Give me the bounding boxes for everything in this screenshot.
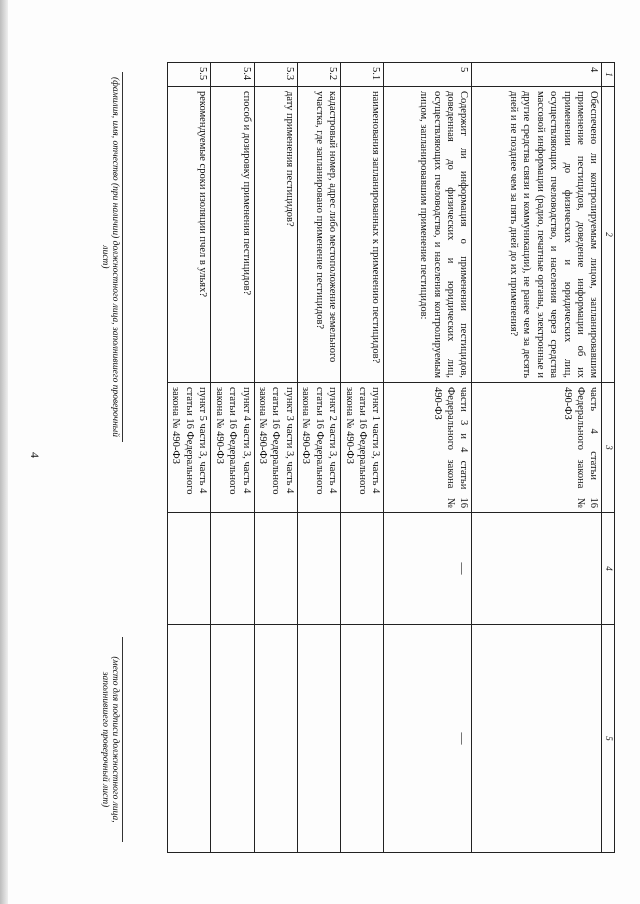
table-row (472, 63, 602, 853)
table-header-row (602, 63, 615, 853)
row-number: 5.2 (297, 63, 340, 87)
header-cell: 4 (602, 513, 615, 625)
note-cell[interactable] (341, 625, 384, 853)
legal-reference: пункт 2 части 3, часть 4 статьи 16 Федерального закона № 490-ФЗ (297, 383, 340, 513)
note-cell (384, 625, 472, 853)
header-cell: 1 (602, 63, 615, 87)
question-text: наименования запланированных к применению пестицидов? (341, 87, 384, 383)
scan-edge (0, 0, 8, 904)
legal-reference: часть 4 статьи 16 Федерального закона № 490-ФЗ (472, 383, 602, 513)
table-row (211, 63, 254, 853)
answer-cell[interactable] (211, 513, 254, 625)
answer-cell (384, 513, 472, 625)
table-row (254, 63, 297, 853)
question-text: дату применения пестицидов? (254, 87, 297, 383)
signature-line-name (122, 72, 123, 442)
answer-cell[interactable] (167, 513, 210, 625)
row-number: 5.3 (254, 63, 297, 87)
rotated-checklist (40, 62, 620, 852)
row-number: 5.5 (167, 63, 210, 87)
table-row (341, 63, 384, 853)
note-cell[interactable] (167, 625, 210, 853)
note-cell[interactable] (211, 625, 254, 853)
signature-caption-name: (фамилия, имя, отчество (при наличии) должностного лица, заполнившего проверочный лист) (100, 77, 120, 437)
row-number: 5.4 (211, 63, 254, 87)
header-cell: 5 (602, 625, 615, 853)
answer-cell[interactable] (254, 513, 297, 625)
question-text: Обеспечено ли контролируемым лицом, запланировавшим применение пестицидов, доведение информации об их применении до физических и юридических лиц, осуществляющих пчеловодство, и населения через средства массовой информации (радио, печатные органы, электронные и другие средства связи и коммуникации), не ранее чем за десять дней и не позднее чем за пять дней до их применения? (472, 87, 602, 383)
checklist-table (167, 62, 615, 853)
note-cell[interactable] (472, 625, 602, 853)
table-row (384, 63, 472, 853)
legal-reference: пункт 4 части 3, часть 4 статьи 16 Федерального закона № 490-ФЗ (211, 383, 254, 513)
header-cell: 2 (602, 87, 615, 383)
question-text: способ и дозировку применения пестицидов? (211, 87, 254, 383)
answer-cell[interactable] (297, 513, 340, 625)
signature-line-sign (122, 637, 123, 842)
question-text: Содержит ли информация о применении пестицидов, доведенная до физических и юридических лиц, осуществляющих пчеловодство, и населения контролируемым лицом, запланировавшим применение пестицидов: (384, 87, 472, 383)
page-number: 4 (28, 452, 42, 458)
row-number: 5.1 (341, 63, 384, 87)
header-cell: 3 (602, 383, 615, 513)
signature-caption-sign: (место для подписи должностного лица, заполнившего проверочный лист) (100, 656, 120, 823)
note-cell[interactable] (297, 625, 340, 853)
row-number: 5 (384, 63, 472, 87)
question-text: рекомендуемые сроки изоляции пчел в ульях? (167, 87, 210, 383)
table-row (297, 63, 340, 853)
dash-mark: — (456, 732, 471, 745)
legal-reference: пункт 3 части 3, часть 4 статьи 16 Федерального закона № 490-ФЗ (254, 383, 297, 513)
answer-cell[interactable] (341, 513, 384, 625)
legal-reference: пункт 5 части 3, часть 4 статьи 16 Федерального закона № 490-ФЗ (167, 383, 210, 513)
question-text: кадастровый номер, адрес либо местоположение земельного участка, где запланировано применение пестицидов? (297, 87, 340, 383)
row-number: 4 (472, 63, 602, 87)
legal-reference: пункт 1 части 3, часть 4 статьи 16 Федерального закона № 490-ФЗ (341, 383, 384, 513)
answer-cell[interactable] (472, 513, 602, 625)
dash-mark: — (456, 562, 471, 575)
legal-reference: части 3 и 4 статьи 16 Федерального закона № 490-ФЗ (384, 383, 472, 513)
note-cell[interactable] (254, 625, 297, 853)
table-row (167, 63, 210, 853)
